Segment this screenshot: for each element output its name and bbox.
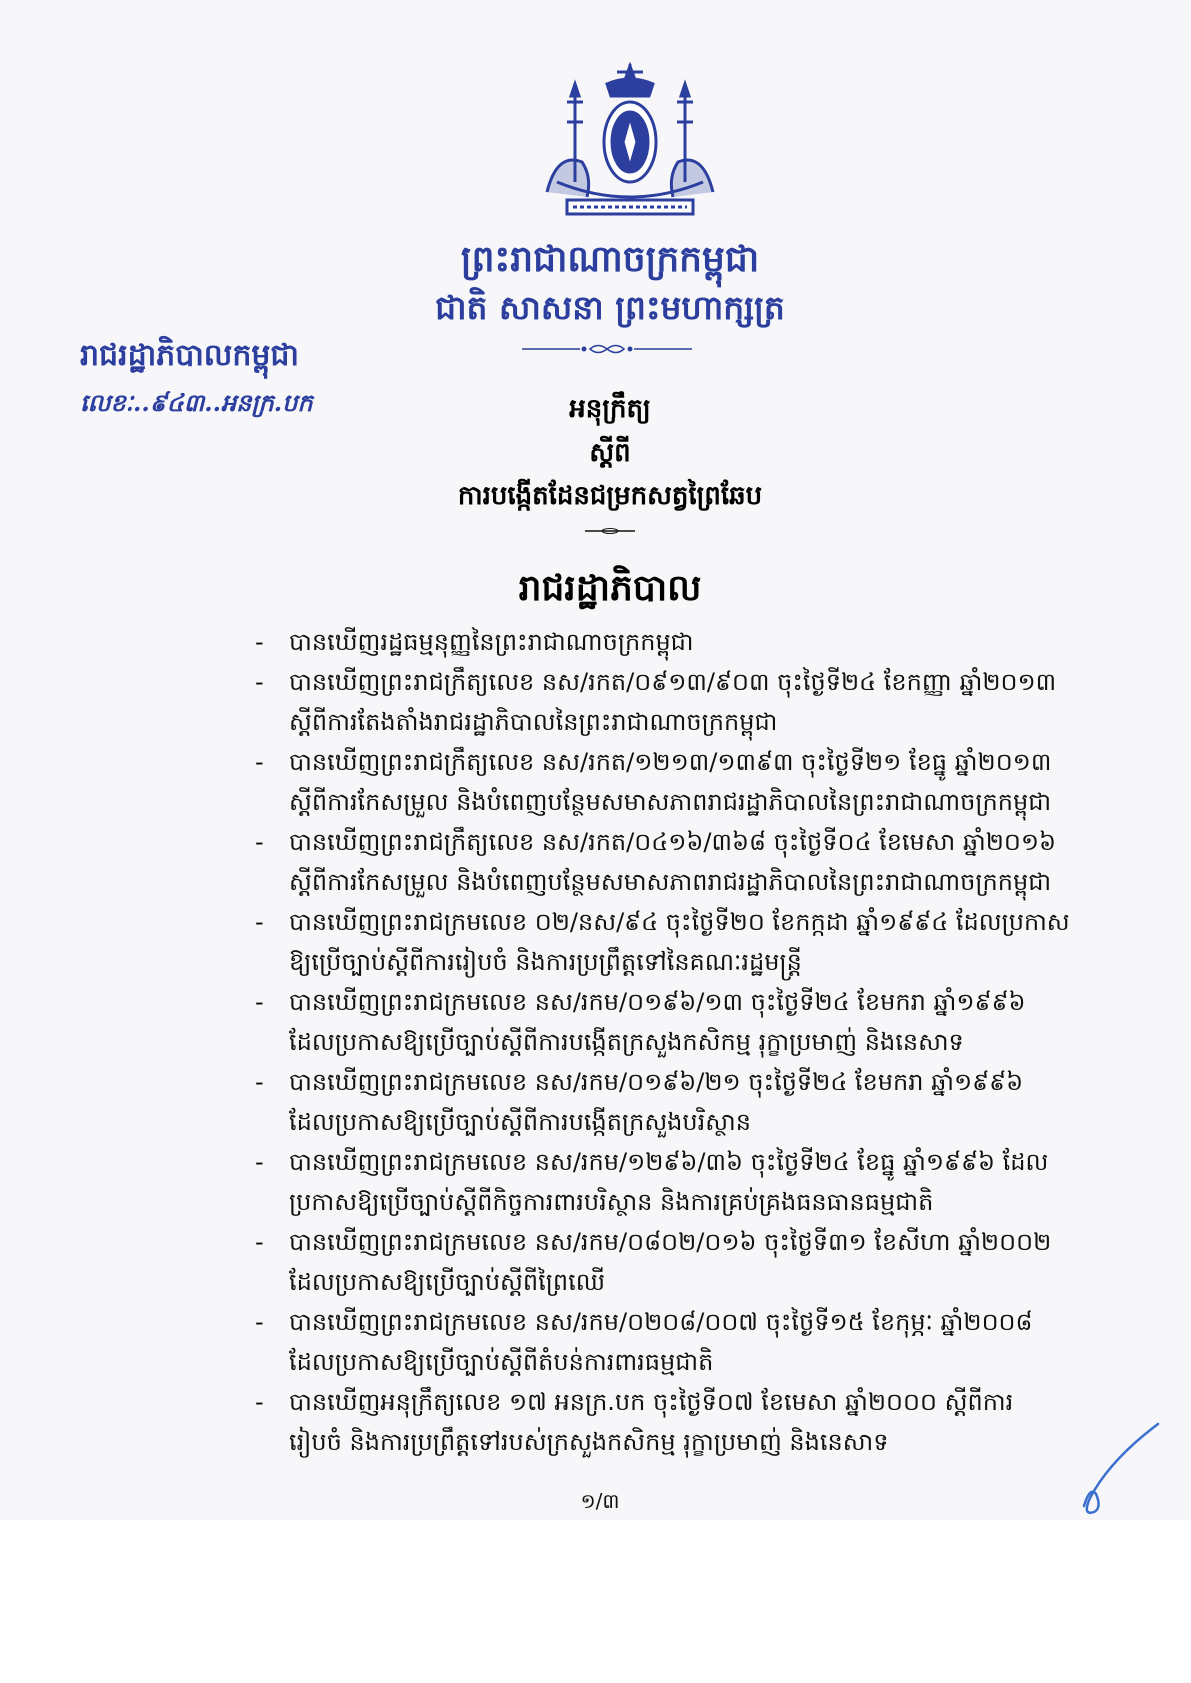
bullet-dash: - (255, 748, 264, 776)
recital-item (255, 1302, 1075, 1382)
recital-line: បានឃើញព្រះរាជក្រមលេខ នស/រកម/០១៩៦/១៣ ចុះថ្ងៃទី២៤ ខែមករា ឆ្នាំ១៩៩៦ (289, 988, 1026, 1016)
recital-line: ស្ដីពីការកែសម្រួល និងបំពេញបន្ថែមសមាសភាពរាជរដ្ឋាភិបាលនៃព្រះរាជាណាចក្រកម្ពុជា (289, 868, 1052, 896)
recital-line: ដែលប្រកាសឱ្យប្រើច្បាប់ស្ដីពីព្រៃឈើ (289, 1268, 606, 1296)
recital-item (255, 902, 1075, 982)
recital-line: បានឃើញព្រះរាជក្រមលេខ នស/រកម/០១៩៦/២១ ចុះថ្ងៃទី២៤ ខែមករា ឆ្នាំ១៩៩៦ (289, 1068, 1024, 1096)
bullet-dash: - (255, 1308, 264, 1336)
recital-line: បានឃើញព្រះរាជក្រមលេខ នស/រកម/០៨០២/០១៦ ចុះថ្ងៃទី៣១ ខែសីហា ឆ្នាំ២០០២ (289, 1228, 1052, 1256)
bullet-dash: - (255, 1388, 264, 1416)
recital-item (255, 982, 1075, 1062)
bullet-dash: - (255, 1148, 264, 1176)
recital-line: ស្ដីពីការតែងតាំងរាជរដ្ឋាភិបាលនៃព្រះរាជាណាចក្រកម្ពុជា (289, 708, 778, 736)
document-about: ស្ដីពី (589, 438, 631, 468)
recital-line: ដែលប្រកាសឱ្យប្រើច្បាប់ស្ដីពីការបង្កើតក្រសួងបរិស្ថាន (289, 1108, 751, 1136)
recital-line: បានឃើញព្រះរាជក្រឹត្យលេខ នស/រកត/១២១៣/១៣៩៣ ចុះថ្ងៃទី២១ ខែធ្នូ ឆ្នាំ២០១៣ (289, 748, 1052, 776)
recital-item (255, 1382, 1075, 1462)
recital-line: បានឃើញព្រះរាជក្រមលេខ នស/រកម/០២០៨/០០៧ ចុះថ្ងៃទី១៥ ខែកុម្ភៈ ឆ្នាំ២០០៨ (289, 1308, 1033, 1336)
recital-line: បានឃើញព្រះរាជក្រមលេខ នស/រកម/១២៩៦/៣៦ ចុះថ្ងៃទី២៤ ខែធ្នូ ឆ្នាំ១៩៩៦ ដែល (289, 1148, 1049, 1176)
scan-margin (0, 1520, 1191, 1683)
recital-line: បានឃើញអនុក្រឹត្យលេខ ១៧ អនក្រ.បក ចុះថ្ងៃទី០៧ ខែមេសា ឆ្នាំ២០០០ ស្ដីពីការ (289, 1388, 1014, 1416)
document-subject: ការបង្កើតដែនជម្រកសត្វព្រៃឆែប (457, 481, 763, 511)
issuer-heading: រាជរដ្ឋាភិបាល (518, 567, 702, 609)
signature-initial-icon (1050, 1420, 1160, 1520)
recital-line: ប្រកាសឱ្យប្រើច្បាប់ស្ដីពីកិច្ចការពារបរិស្ថាន និងការគ្រប់គ្រងធនធានធម្មជាតិ (289, 1188, 934, 1216)
reference-number: លេខៈ..៩៤៣..អនក្រ.បក (80, 388, 313, 417)
bullet-dash: - (255, 908, 264, 936)
bullet-dash: - (255, 628, 264, 656)
recitals-list (255, 622, 1075, 1462)
bullet-dash: - (255, 1068, 264, 1096)
recital-item (255, 662, 1075, 742)
recital-item (255, 1062, 1075, 1142)
bullet-dash: - (255, 668, 264, 696)
national-motto: ជាតិ សាសនា ព្រះមហាក្សត្រ (435, 288, 785, 327)
recital-item (255, 742, 1075, 822)
recital-line: រៀបចំ និងការប្រព្រឹត្តទៅរបស់ក្រសួងកសិកម្ម រុក្ខាប្រមាញ់ និងនេសាទ (289, 1428, 889, 1456)
small-divider-icon (585, 528, 635, 534)
recital-line: បានឃើញព្រះរាជក្រឹត្យលេខ នស/រកត/០៩១៣/៩០៣ ចុះថ្ងៃទី២៤ ខែកញ្ញា ឆ្នាំ២០១៣ (289, 668, 1057, 696)
bullet-dash: - (255, 1228, 264, 1256)
recital-line: ស្ដីពីការកែសម្រួល និងបំពេញបន្ថែមសមាសភាពរាជរដ្ឋាភិបាលនៃព្រះរាជាណាចក្រកម្ពុជា (289, 788, 1052, 816)
document-type: អនុក្រឹត្យ (569, 394, 651, 424)
ornament-divider-icon (522, 342, 692, 356)
recital-line: បានឃើញព្រះរាជក្រឹត្យលេខ នស/រកត/០៤១៦/៣៦៨ ចុះថ្ងៃទី០៤ ខែមេសា ឆ្នាំ២០១៦ (289, 828, 1057, 856)
recital-line: ដែលប្រកាសឱ្យប្រើច្បាប់ស្ដីពីតំបន់ការពារធម្មជាតិ (289, 1348, 714, 1376)
government-name: រាជរដ្ឋាភិបាលកម្ពុជា (80, 338, 299, 373)
bullet-dash: - (255, 988, 264, 1016)
recital-item (255, 1222, 1075, 1302)
recital-line: បានឃើញព្រះរាជក្រមលេខ ០២/នស/៩៤ ចុះថ្ងៃទី២០ ខែកក្កដា ឆ្នាំ១៩៩៤ ដែលប្រកាស (289, 908, 1070, 936)
recital-line: ឱ្យប្រើច្បាប់ស្ដីពីការរៀបចំ និងការប្រព្រឹត្តទៅនៃគណៈរដ្ឋមន្ត្រី (289, 948, 802, 976)
recital-item (255, 622, 1075, 662)
page-number: ១/៣ (580, 1489, 620, 1513)
recital-line: ដែលប្រកាសឱ្យប្រើច្បាប់ស្ដីពីការបង្កើតក្រសួងកសិកម្ម រុក្ខាប្រមាញ់ និងនេសាទ (289, 1028, 964, 1056)
recital-line: បានឃើញរដ្ឋធម្មនុញ្ញនៃព្រះរាជាណាចក្រកម្ពុជា (289, 628, 694, 656)
royal-coat-of-arms-icon (537, 62, 723, 220)
bullet-dash: - (255, 828, 264, 856)
recital-item (255, 1142, 1075, 1222)
recital-item (255, 822, 1075, 902)
kingdom-name: ព្រះរាជាណាចក្រកម្ពុជា (460, 238, 760, 280)
